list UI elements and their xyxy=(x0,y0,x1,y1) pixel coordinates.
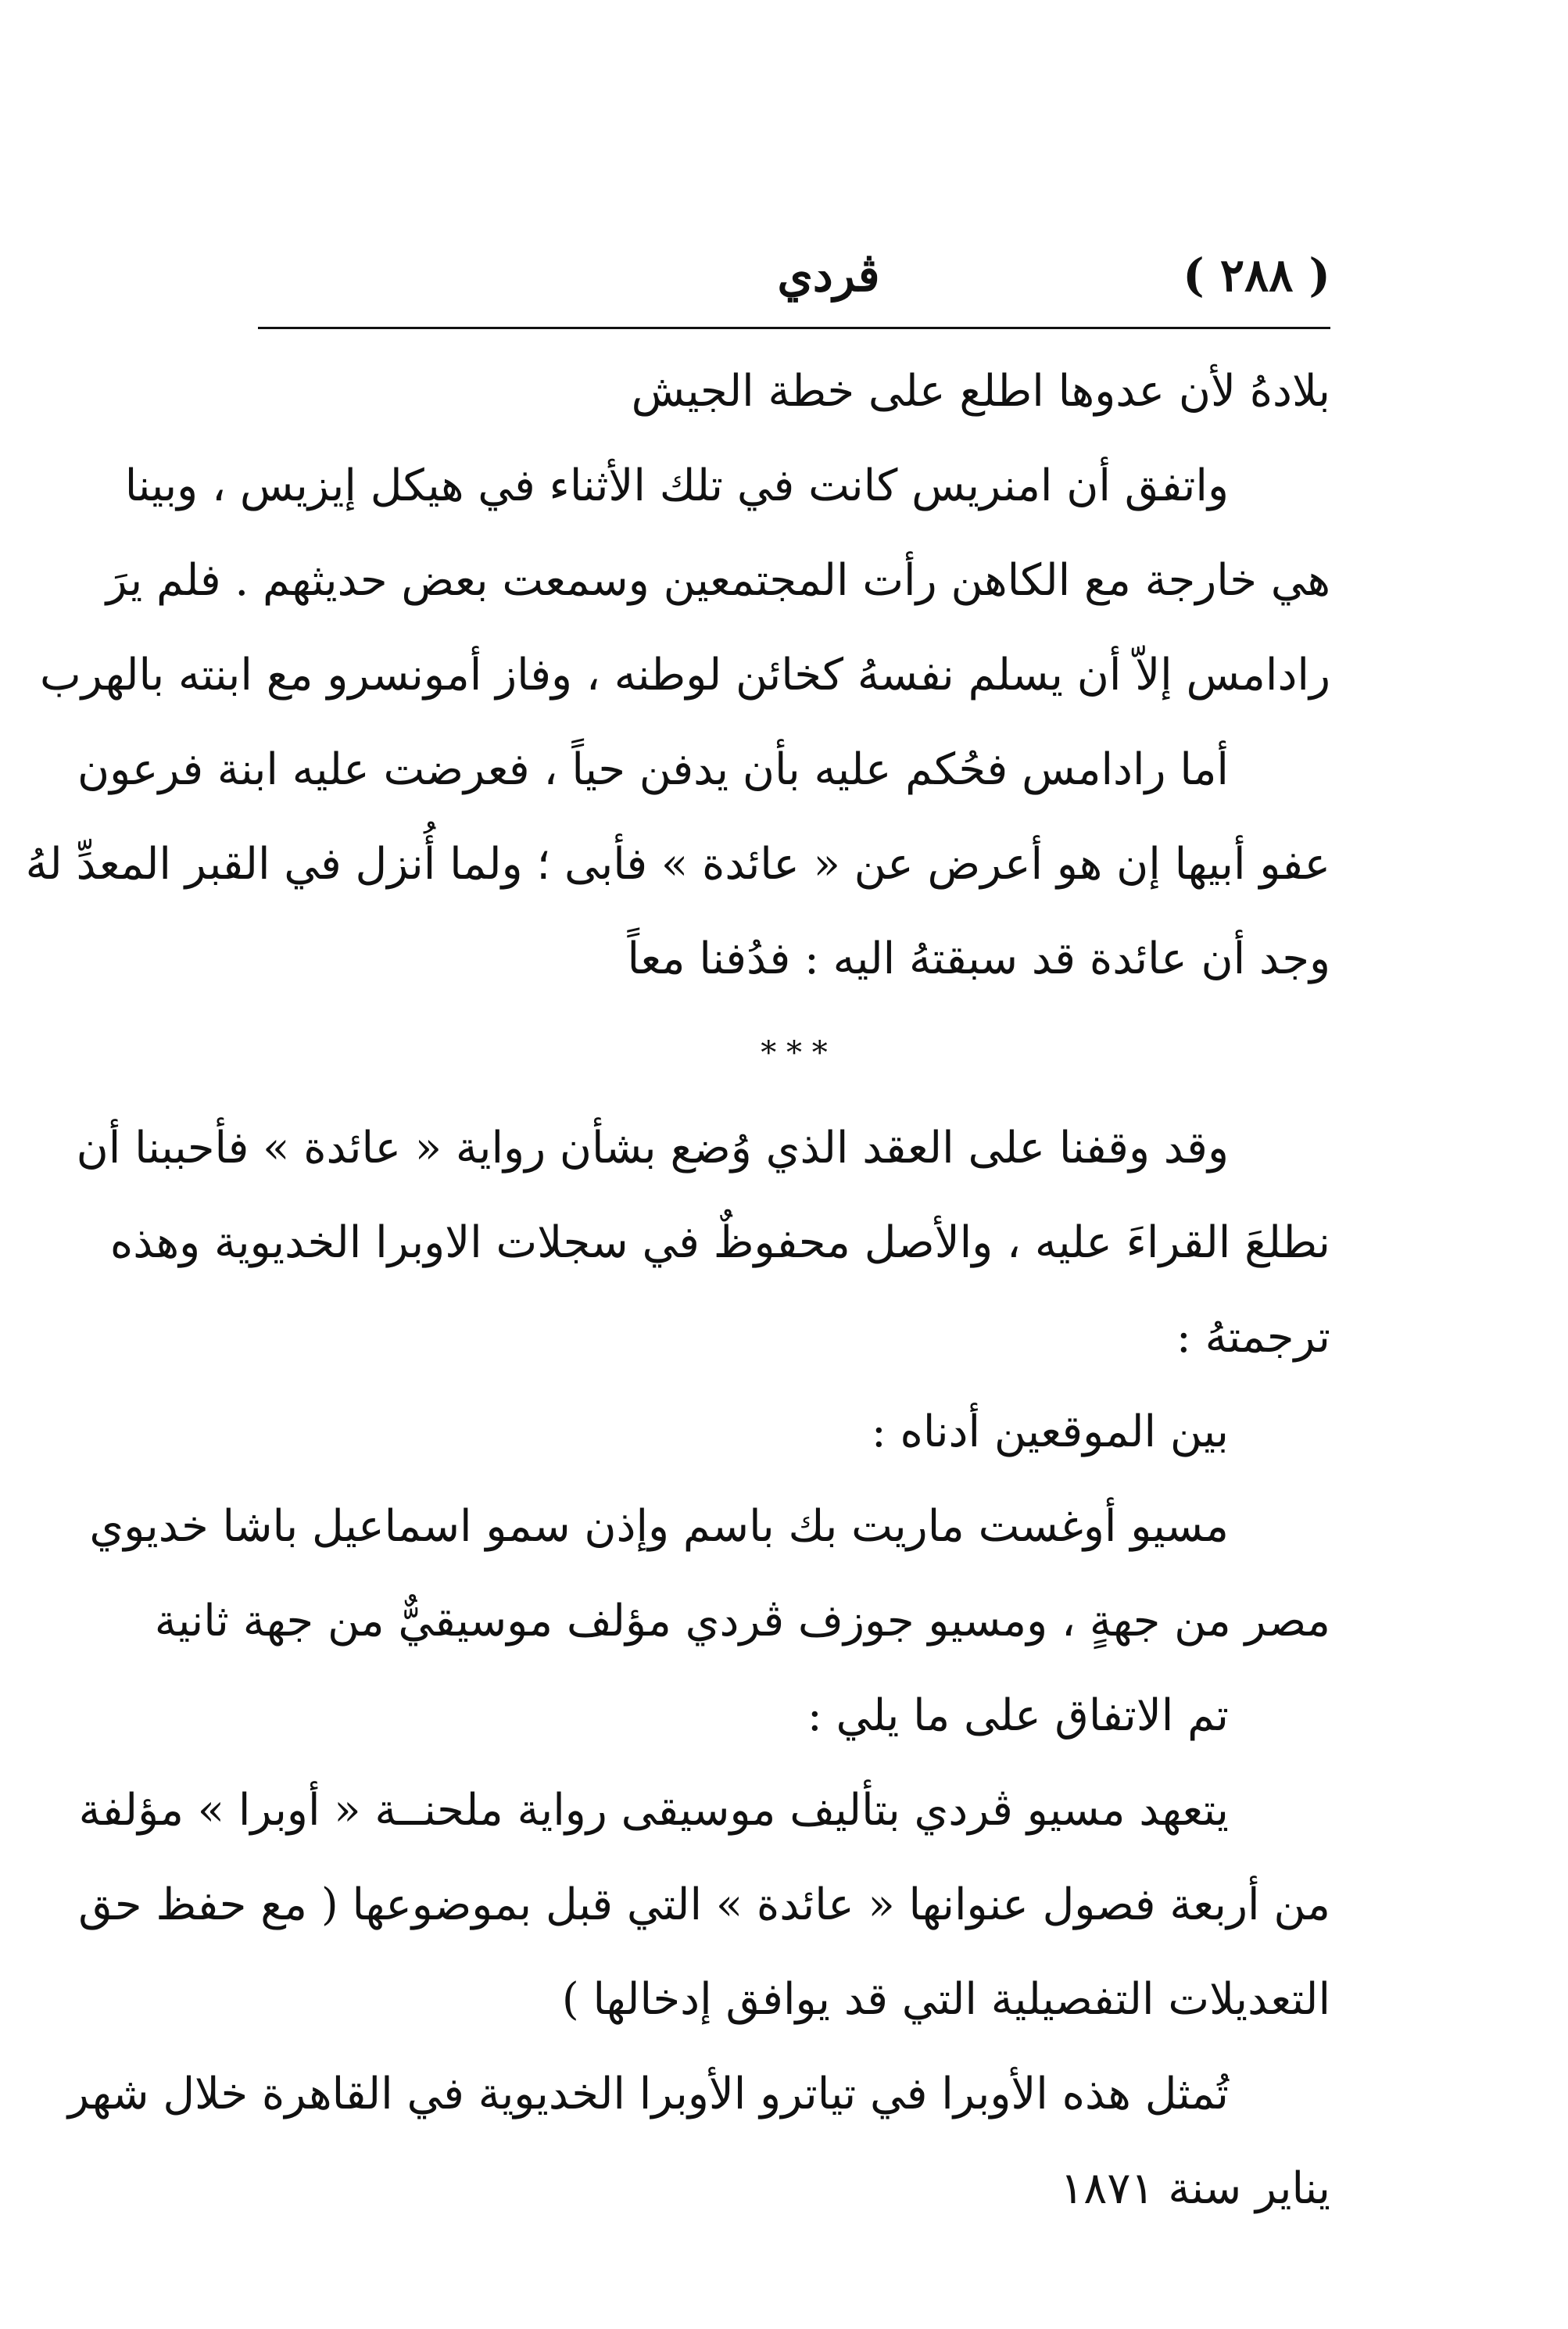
text-line: هي خارجة مع الكاهن رأت المجتمعين وسمعت بعض حديثهم . فلم يرَ xyxy=(106,555,1330,606)
text-line: بين الموقعين أدناه : xyxy=(871,1406,1229,1457)
text-line: واتفق أن امنريس كانت في تلك الأثناء في هيكل إيزيس ، وبينا xyxy=(124,460,1229,511)
text-line: ترجمتهُ : xyxy=(1176,1312,1330,1363)
text-line: التعديلات التفصيلية التي قد يوافق إدخالها ) xyxy=(561,1974,1330,2025)
header-rule xyxy=(258,327,1330,329)
text-line: رادامس إلاّ أن يسلم نفسهُ كخائن لوطنه ، وفاز أمونسرو مع ابنته بالهرب xyxy=(40,650,1330,700)
text-line: عفو أبيها إن هو أعرض عن « عائدة » فأبى ؛ ولما أُنزل في القبر المعدِّ لهُ xyxy=(25,839,1330,890)
text-line: وقد وقفنا على العقد الذي وُضع بشأن رواية « عائدة » فأحببنا أن xyxy=(76,1123,1229,1173)
running-header xyxy=(258,249,1330,327)
text-line: أما رادامس فحُكم عليه بأن يدفن حياً ، فعرضت عليه ابنة فرعون xyxy=(77,744,1229,795)
running-title: ڤردي xyxy=(777,249,880,302)
text-line: نطلعَ القراءَ عليه ، والأصل محفوظٌ في سجلات الاوبرا الخديوية وهذه xyxy=(109,1217,1330,1268)
section-separator: * * * xyxy=(761,1035,828,1071)
text-line: من أربعة فصول عنوانها « عائدة » التي قبل بموضوعها ( مع حفظ حق xyxy=(78,1879,1330,1930)
text-line: مصر من جهةٍ ، ومسيو جوزف ڤردي مؤلف موسيقيٌّ من جهة ثانية xyxy=(154,1596,1330,1646)
text-line: يتعهد مسيو ڤردي بتأليف موسيقى رواية ملحنــة « أوبرا » مؤلفة xyxy=(78,1785,1229,1836)
body-text xyxy=(25,344,1330,2236)
page-number: ( ٢٨٨ ) xyxy=(1183,249,1330,302)
text-line: يناير سنة ١٨٧١ xyxy=(1060,2163,1330,2214)
text-line: تُمثل هذه الأوبرا في تياترو الأوبرا الخديوية في القاهرة خلال شهر xyxy=(67,2069,1229,2119)
text-line: مسيو أوغست ماريت بك باسم وإذن سمو اسماعيل باشا خديوي xyxy=(89,1501,1229,1552)
text-line: بلادهُ لأن عدوها اطلع على خطة الجيش xyxy=(631,366,1330,417)
text-line: تم الاتفاق على ما يلي : xyxy=(807,1690,1229,1741)
text-line: وجد أن عائدة قد سبقتهُ اليه : فدُفنا معاً xyxy=(627,933,1330,984)
